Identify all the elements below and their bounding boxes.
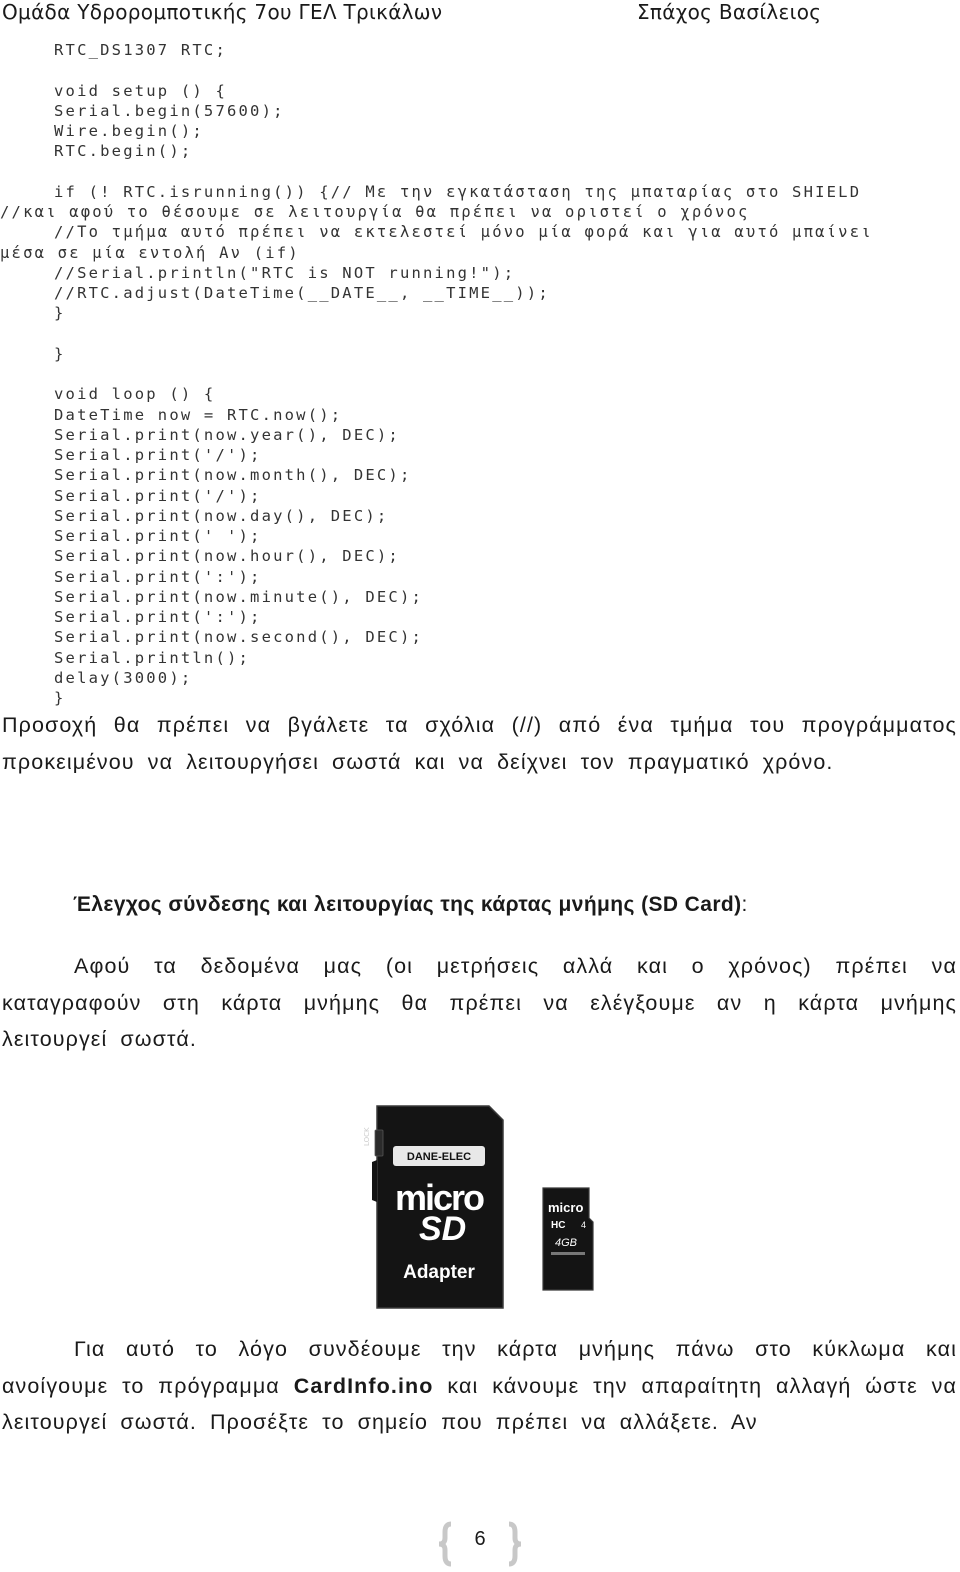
card-micro-logo: micro (548, 1200, 584, 1215)
code-line: void loop () { (54, 385, 216, 404)
code-line: RTC_DS1307 RTC; (54, 41, 227, 59)
card-hc-logo: HC (551, 1220, 566, 1231)
code-line: Serial.print('/'); (54, 446, 262, 464)
code-line (0, 60, 960, 80)
comment-warning-paragraph: Προσοχή θα πρέπει να βγάλετε τα σχόλια (//) από ένα τμήμα του προγράμματος προκειμένου να λειτουργήσει σωστά και να δείχνει τον πραγματικό χρόνο. (2, 713, 957, 774)
code-line: Serial.print(now.year(), DEC); (54, 425, 400, 444)
header-author: Σπάχος Βασίλειος (637, 0, 822, 24)
adapter-lock-label: LOCK (363, 1127, 371, 1146)
section-heading (73, 893, 748, 917)
code-line: Serial.print('/'); (54, 486, 262, 505)
code-line (0, 324, 960, 344)
code-line: } (54, 304, 66, 323)
code-line: } (54, 344, 66, 363)
code-line: μέσα σε μία εντολή Αν (if) (0, 243, 300, 262)
page-number: 6 (474, 1528, 486, 1550)
page-header (0, 0, 960, 30)
cardinfo-program-name: CardInfo.ino (293, 1373, 434, 1398)
section-heading-colon: : (741, 893, 748, 916)
adapter-sd-logo: SD (419, 1210, 467, 1248)
page-footer (435, 1520, 555, 1568)
card-class-mark: 4 (581, 1220, 587, 1230)
code-line (0, 364, 960, 384)
code-line: } (54, 689, 66, 707)
code-line: delay(3000); (54, 668, 193, 687)
code-line: if (! RTC.isrunning()) {// Με την εγκατάσταση της μπαταρίας στο SHIELD (54, 182, 862, 201)
code-line: Serial.print(':'); (54, 567, 262, 586)
code-line: //RTC.adjust(DateTime(__DATE__, __TIME__)); (54, 284, 550, 302)
code-line: Serial.println(); (54, 648, 251, 667)
adapter-micro-logo: micro (395, 1177, 484, 1218)
code-line: Serial.print(now.hour(), DEC); (54, 547, 400, 566)
code-line: Serial.print(':'); (54, 608, 262, 626)
code-line: Serial.print(' '); (54, 527, 262, 545)
header-group-name: Ομάδα Υδρορομποτικής 7ου ΓΕΛ Τρικάλων (2, 0, 443, 24)
code-line: Serial.begin(57600); (54, 101, 285, 120)
code-line: Serial.print(now.month(), DEC); (54, 466, 412, 485)
card-capacity-label: 4GB (555, 1237, 578, 1249)
code-line: DateTime now = RTC.now(); (54, 405, 343, 424)
section-heading-text: Έλεγχος σύνδεσης και λειτουργίας της κάρτας μνήμης (SD Card) (73, 893, 742, 916)
adapter-brand-label: DANE-ELEC (406, 1151, 472, 1163)
code-line: //Serial.println("RTC is NOT running!"); (54, 263, 516, 282)
code-line: RTC.begin(); (54, 142, 193, 161)
adapter-label: Adapter (403, 1262, 475, 1283)
code-line: void setup () { (54, 81, 227, 100)
code-line (0, 162, 960, 182)
cardinfo-text-after: και κάνουμε την απαραίτητη αλλαγή ώστε να λειτουργεί σωστά. Προσέξτε το σημείο που πρέπει να αλλάξετε. Αν (2, 1373, 957, 1434)
cardinfo-paragraph (2, 1331, 957, 1441)
code-line: //Το τμήμα αυτό πρέπει να εκτελεστεί μόνο μία φορά και για αυτό μπαίνει (54, 223, 873, 242)
code-line: Serial.print(now.day(), DEC); (54, 506, 389, 525)
sd-card-photo (355, 1100, 640, 1315)
code-listing (0, 40, 960, 708)
code-line: //και αφού το θέσουμε σε λειτουργία θα πρέπει να οριστεί ο χρόνος (0, 203, 750, 221)
code-line: Serial.print(now.minute(), DEC); (54, 587, 424, 606)
code-line: Serial.print(now.second(), DEC); (54, 628, 424, 647)
code-line: Wire.begin(); (54, 122, 204, 140)
sd-check-paragraph: Αφού τα δεδομένα μας (οι μετρήσεις αλλά και ο χρόνος) πρέπει να καταγραφούν στη κάρτα μνήμης θα πρέπει να ελέγξουμε αν η κάρτα μνήμης λειτουργεί σωστά. (2, 954, 957, 1051)
cardinfo-text-before: Για αυτό το λόγο συνδέουμε την κάρτα μνήμης πάνω στο κύκλωμα και ανοίγουμε το πρόγραμμα (2, 1337, 957, 1398)
